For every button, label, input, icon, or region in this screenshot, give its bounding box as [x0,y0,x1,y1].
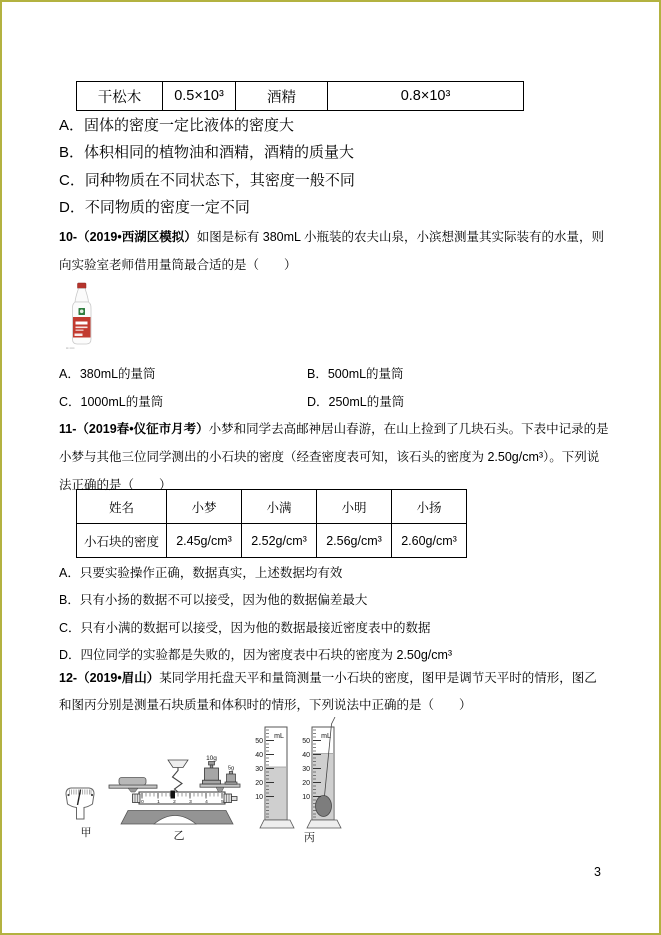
question-10 [59,223,609,279]
question-source: （2019•西湖区模拟） [77,230,197,244]
table-cell: 2.60g/cm³ [392,524,467,558]
svg-text:50: 50 [302,738,310,745]
header-cell: 小满 [242,490,317,524]
tiny-caption-mark [66,348,69,349]
svg-text:0: 0 [141,800,144,805]
weight-10g [205,768,219,781]
option-d: D．不同物质的密度一定不同 [59,199,250,217]
beam-balance-illustration [109,755,240,842]
svg-text:40: 40 [255,752,263,759]
left-balance-nut [133,794,141,803]
table-row [77,82,524,111]
question-source: （2019春•仪征市月考） [76,422,209,436]
option-a: A．380mL的量筒 [59,367,156,381]
ml-unit-left: mL [274,733,284,740]
header-cell: 小明 [317,490,392,524]
weight-5g-label: 5g [227,765,235,772]
cylinder-left-base [260,820,294,828]
svg-text:40: 40 [302,752,310,759]
option-b: B．体积相同的植物油和酒精，酒精的质量大 [59,144,355,162]
option-c: C．1000mL的量筒 [59,395,164,409]
svg-text:50: 50 [255,738,263,745]
question-11 [59,415,609,499]
question-text: 如图是标有 380mL 小瓶装的农夫山泉，小滨想测量其实际装有的水量，则向实验室老师借用量筒最合适的是（ ） [59,230,604,272]
option-a: A．固体的密度一定比液体的密度大 [59,117,295,134]
option-d: D．250mL的量筒 [307,395,405,409]
page-number: 3 [594,865,601,879]
option-d: D．四位同学的实验都是失败的，因为密度表中石块的密度为 2.50g/cm³ [59,648,453,663]
svg-text:5: 5 [221,800,224,805]
svg-text:2: 2 [173,800,176,805]
ml-unit-right: mL [321,733,331,740]
header-cell: 小扬 [392,490,467,524]
svg-text:1: 1 [157,800,160,805]
svg-text:3: 3 [189,800,192,805]
pointer-dial-illustration [66,788,94,839]
table-cell: 2.45g/cm³ [167,524,242,558]
label-bing: 丙 [304,832,315,844]
table-cell: 酒精 [236,82,328,111]
q9-options [59,112,355,222]
question-number: 10- [59,230,78,244]
table-cell: 小石块的密度 [77,524,167,558]
question-number: 11- [59,422,77,436]
question-text: 某同学用托盘天平和量筒测量一小石块的密度，图甲是调节天平时的情形，图乙和图丙分别是测量石块质量和体积时的情形，下列说法中正确的是（ ） [59,671,597,712]
table-cell: 0.5×10³ [163,82,236,111]
pointer-zigzag [173,768,183,793]
bottle-neck [75,289,89,303]
option-b: B．500mL的量筒 [307,367,404,381]
label-yi: 乙 [173,830,185,842]
question-text: 小梦和同学去高邮神居山春游，在山上捡到了几块石头。下表中记录的是小梦与其他三位同学测出的小石块的密度（经查密度表可知，该石头的密度为 2.50g/cm³）。下列说法正确的是（ ） [59,422,609,492]
svg-text:10: 10 [255,794,263,801]
table-cell: 0.8×10³ [328,82,524,111]
weight-10g-label: 10g [206,755,217,762]
water-bottle-illustration [62,279,106,351]
table-cell: 2.52g/cm³ [242,524,317,558]
q10-options [59,363,404,413]
svg-text:10: 10 [302,794,310,801]
right-balance-nut [224,794,232,803]
table-row [77,524,467,558]
option-b: B．只有小扬的数据不可以接受，因为他的数据偏差最大 [59,593,368,608]
substance-density-table [76,81,524,111]
svg-text:4: 4 [205,800,208,805]
graduated-cylinders-illustration [255,717,341,844]
beam-rider [171,791,176,799]
weight-5g [227,774,236,782]
pointer-housing [168,760,188,768]
header-cell: 小梦 [167,490,242,524]
cylinder-right-base [307,820,341,828]
table-cell: 2.56g/cm³ [317,524,392,558]
table-cell: 干松木 [77,82,163,111]
table-header-row [77,490,467,524]
left-pan [109,785,157,788]
option-c: C．同种物质在不同状态下，其密度一般不同 [59,171,355,189]
stone-on-pan [119,778,146,786]
question-12 [59,665,609,719]
q11-options [59,560,452,670]
header-cell: 姓名 [77,490,167,524]
stone-in-cylinder [316,796,332,817]
bottle-cap [78,283,87,289]
question-source: （2019•眉山） [77,671,160,685]
option-c: C．只有小满的数据可以接受，因为他的数据最接近密度表中的数据 [59,620,431,635]
apparatus-figure [57,717,377,867]
svg-text:20: 20 [302,780,310,787]
svg-text:30: 30 [302,766,310,773]
svg-text:30: 30 [255,766,263,773]
svg-text:20: 20 [255,780,263,787]
option-a: A．只要实验操作正确，数据真实，上述数据均有效 [59,566,343,580]
label-jia: 甲 [80,827,92,839]
density-measurements-table [76,489,467,558]
question-number: 12- [59,671,78,685]
